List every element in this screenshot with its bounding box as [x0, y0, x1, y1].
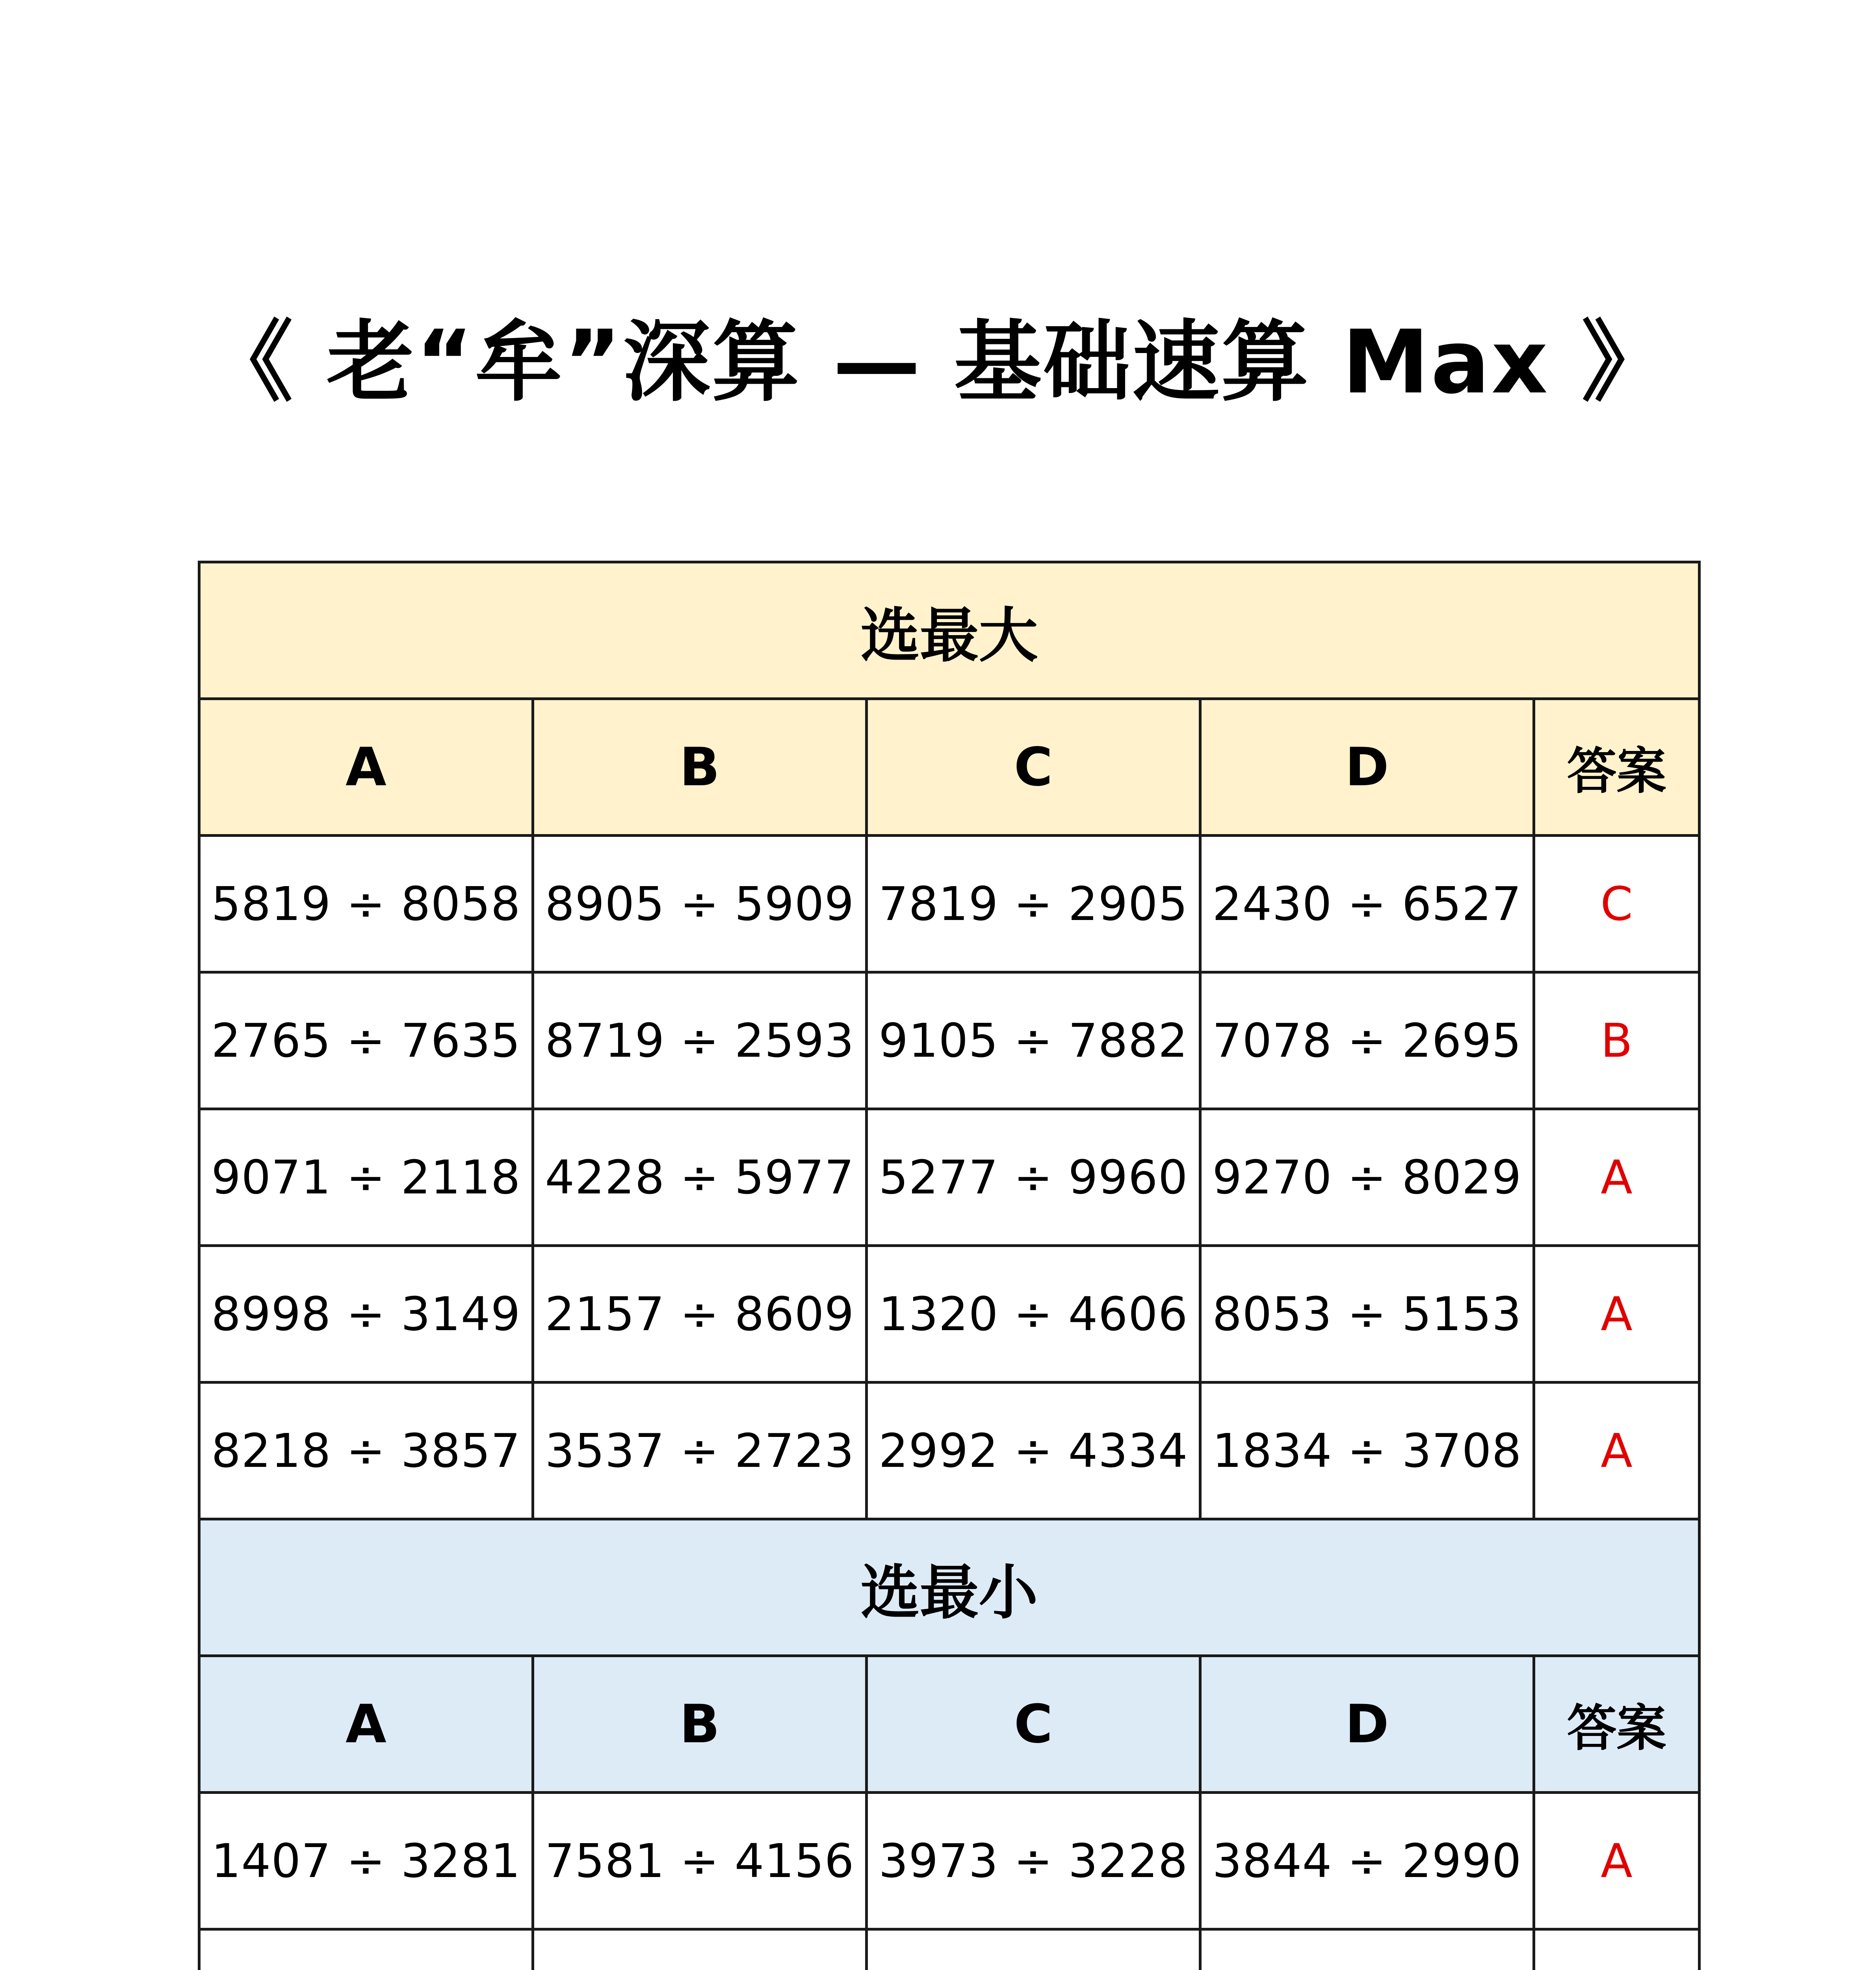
column-header-c: C: [867, 1656, 1200, 1793]
option-b-cell: 8905 ÷ 5909: [533, 836, 867, 972]
answer-cell: A: [1534, 1109, 1700, 1246]
column-header-a: A: [199, 699, 533, 836]
page-title: 《 老“牟”深算 — 基础速算 Max 》: [205, 311, 1671, 413]
column-header-row-max: [199, 699, 1700, 836]
column-header-b: B: [533, 1656, 867, 1793]
option-d-cell: 7078 ÷ 2695: [1200, 972, 1534, 1109]
answer-cell: A: [1534, 1246, 1700, 1383]
option-d-cell: 2430 ÷ 6527: [1200, 836, 1534, 972]
table-row: [199, 836, 1700, 972]
option-c-cell: 7819 ÷ 2905: [867, 836, 1200, 972]
column-header-row-min: [199, 1656, 1700, 1793]
option-b-cell: 4228 ÷ 5977: [533, 1109, 867, 1246]
option-b-cell: 8719 ÷ 2593: [533, 972, 867, 1109]
option-a-cell: 5819 ÷ 8058: [199, 836, 533, 972]
table-row: [199, 1383, 1700, 1519]
option-b-cell: [533, 1929, 867, 1970]
column-header-answer: 答案: [1534, 699, 1700, 836]
option-a-cell: 8998 ÷ 3149: [199, 1246, 533, 1383]
option-d-cell: 8053 ÷ 5153: [1200, 1246, 1534, 1383]
answer-cell: C: [1534, 836, 1700, 972]
option-c-cell: 9105 ÷ 7882: [867, 972, 1200, 1109]
column-header-a: A: [199, 1656, 533, 1793]
option-c-cell: 1320 ÷ 4606: [867, 1246, 1200, 1383]
column-header-d: D: [1200, 1656, 1534, 1793]
section-title-max: 选最大: [199, 562, 1700, 699]
option-a-cell: [199, 1929, 533, 1970]
section-header-max: [199, 562, 1700, 699]
table-row: [199, 1793, 1700, 1929]
option-c-cell: 5277 ÷ 9960: [867, 1109, 1200, 1246]
option-c-cell: [867, 1929, 1200, 1970]
option-a-cell: 1407 ÷ 3281: [199, 1793, 533, 1929]
answer-cell: B: [1534, 972, 1700, 1109]
option-b-cell: 3537 ÷ 2723: [533, 1383, 867, 1519]
column-header-d: D: [1200, 699, 1534, 836]
answer-cell: [1534, 1929, 1700, 1970]
column-header-c: C: [867, 699, 1200, 836]
section-title-min: 选最小: [199, 1519, 1700, 1656]
option-a-cell: 2765 ÷ 7635: [199, 972, 533, 1109]
option-d-cell: 9270 ÷ 8029: [1200, 1109, 1534, 1246]
option-a-cell: 8218 ÷ 3857: [199, 1383, 533, 1519]
answer-cell: A: [1534, 1383, 1700, 1519]
column-header-answer: 答案: [1534, 1656, 1700, 1793]
table-row: [199, 1246, 1700, 1383]
table-row: [199, 972, 1700, 1109]
option-b-cell: 7581 ÷ 4156: [533, 1793, 867, 1929]
option-c-cell: 3973 ÷ 3228: [867, 1793, 1200, 1929]
option-d-cell: [1200, 1929, 1534, 1970]
option-b-cell: 2157 ÷ 8609: [533, 1246, 867, 1383]
option-a-cell: 9071 ÷ 2118: [199, 1109, 533, 1246]
column-header-b: B: [533, 699, 867, 836]
quiz-table: [198, 561, 1701, 1970]
table-row: [199, 1109, 1700, 1246]
table-row: [199, 1929, 1700, 1970]
answer-cell: A: [1534, 1793, 1700, 1929]
section-header-min: [199, 1519, 1700, 1656]
option-c-cell: 2992 ÷ 4334: [867, 1383, 1200, 1519]
option-d-cell: 1834 ÷ 3708: [1200, 1383, 1534, 1519]
option-d-cell: 3844 ÷ 2990: [1200, 1793, 1534, 1929]
